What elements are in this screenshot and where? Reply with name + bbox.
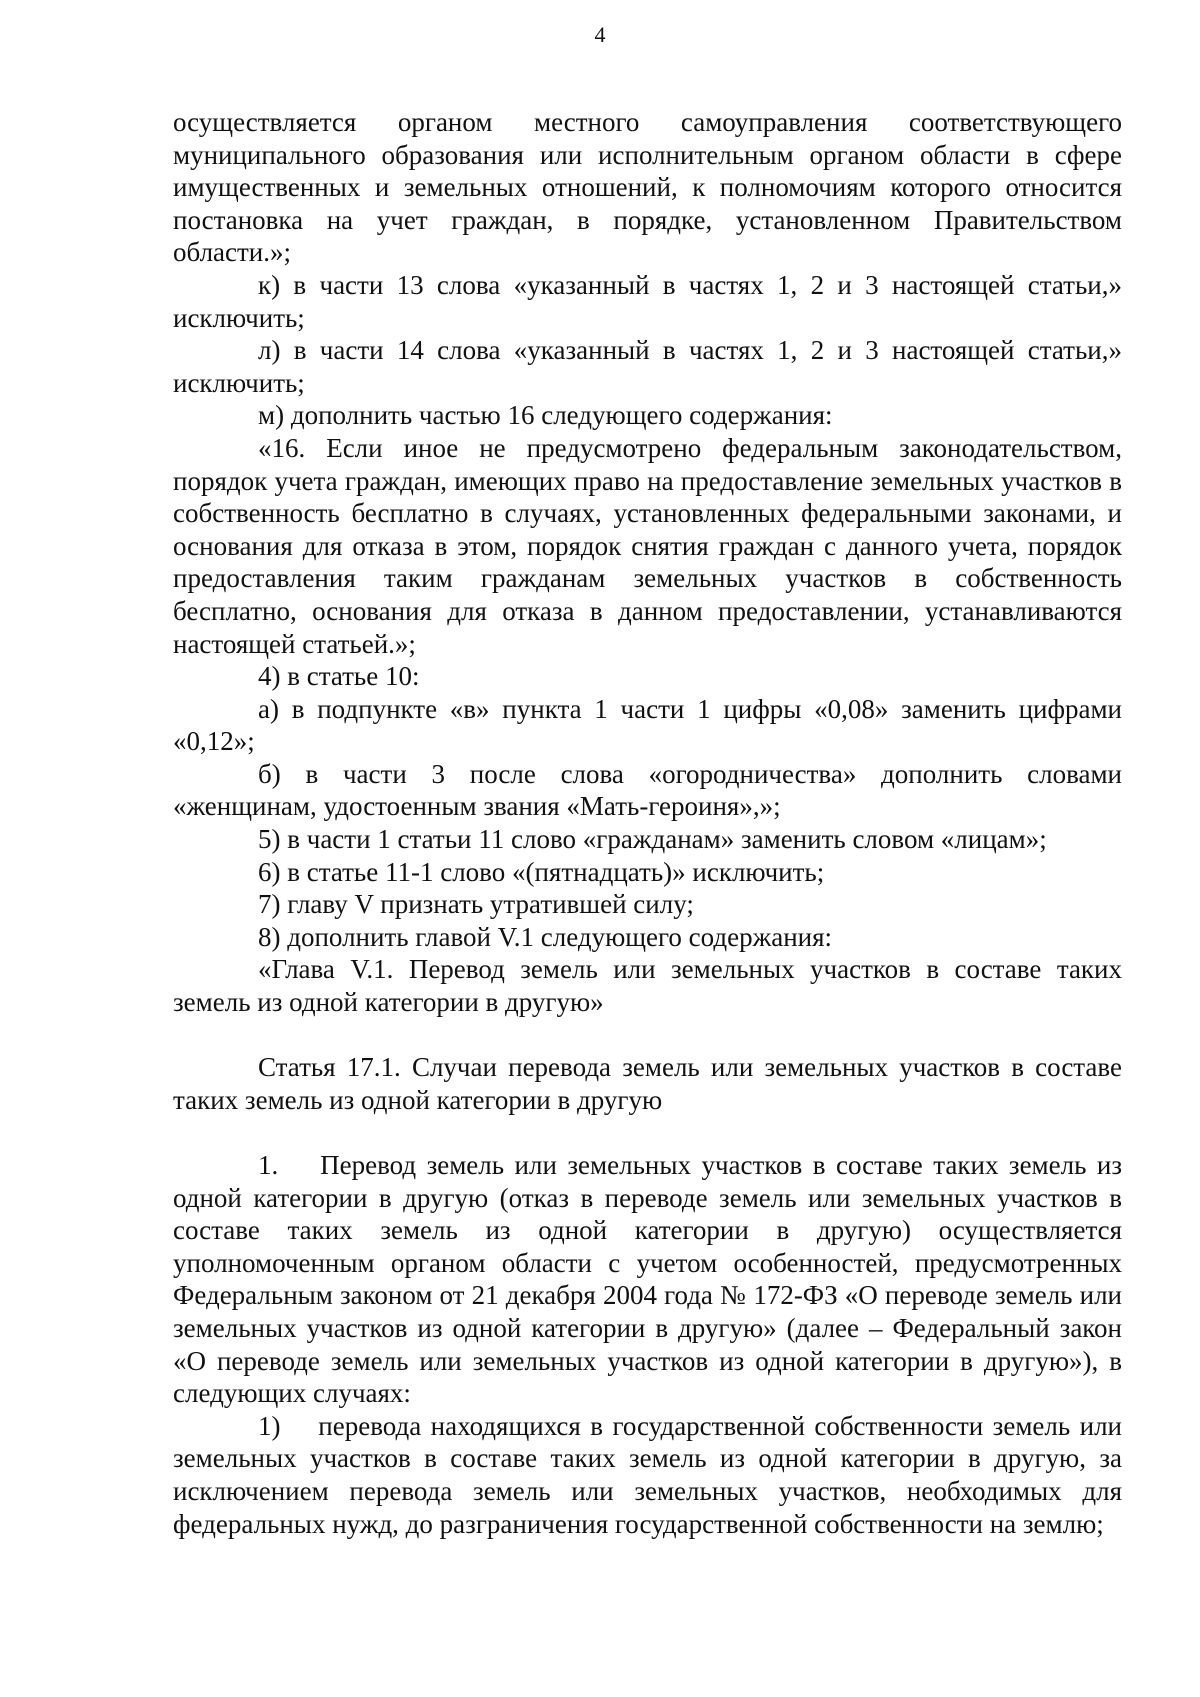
paragraph-part-16: «16. Если иное не предусмотрено федеральным законодательством, порядок учета граждан, имеющих право на предоставление земельных участков в собственность бесплатно в случаях, установленных федеральными законами, и основания для отказа в этом, порядок снятия граждан с данного учета, порядок предоставления таким гражданам земельных участков в собственность бесплатно, основания для отказа в данном предоставлении, устанавливаются настоящей статьей.»; [173,432,1122,659]
spacer [173,1019,1122,1052]
paragraph-continuation: осуществляется органом местного самоуправления соответствующего муниципального образования или исполнительным органом области в сфере имущественных и земельных отношений, к полномочиям которого относится постановка на учет граждан, в порядке, установленном Правительством области.»; [173,107,1122,268]
article-heading: Статья 17.1. Случаи перевода земель или земельных участков в составе таких земель из одной категории в другую [173,1052,1122,1115]
article-subitem-1: 1) перевода находящихся в государственной собственности земель или земельных участков в составе таких земель из одной категории в другую, за исключением перевода земель или земельных участков, необходимых для федеральных нужд, до разграничения государственной собственности на землю; [173,1410,1122,1539]
paragraph-item-m: м) дополнить частью 16 следующего содержания: [258,400,833,431]
paragraph-item-8: 8) дополнить главой V.1 следующего содержания: [258,921,833,952]
chapter-heading: «Глава V.1. Перевод земель или земельных участков в составе таких земель из одной категории в другую» [173,954,1122,1018]
paragraph-item-l: л) в части 14 слова «указанный в частях 1, 2 и 3 настоящей статьи,» исключить; [173,335,1122,398]
paragraph-item-4: 4) в статье 10: [258,661,420,692]
paragraph-item-4a: а) в подпункте «в» пункта 1 части 1 цифры «0,08» заменить цифрами «0,12»; [173,693,1122,757]
paragraph-item-4b: б) в части 3 после слова «огородничества» дополнить словами «женщинам, удостоенным звания «Мать-героиня»,»; [173,758,1122,822]
paragraph-item-6: 6) в статье 11-1 слово «(пятнадцать)» исключить; [258,856,825,887]
article-paragraph-1: 1. Перевод земель или земельных участков в составе таких земель из одной категории в другую (отказ в переводе земель или земельных участков в составе таких земель из одной категории в другую) осуществляется уполномоченным органом области с учетом особенностей, предусмотренных Федеральным законом от 21 декабря 2004 года № 172-ФЗ «О переводе земель или земельных участков из одной категории в другую» (далее – Федеральный закон «О переводе земель или земельных участков из одной категории в другую»), в следующих случаях: [173,1150,1122,1409]
paragraph-item-5: 5) в части 1 статьи 11 слово «гражданам» заменить словом «лицам»; [258,824,1047,855]
paragraph-item-k: к) в части 13 слова «указанный в частях 1, 2 и 3 настоящей статьи,» исключить; [173,269,1122,333]
document-body [173,106,1122,1540]
page-number: 4 [594,22,606,47]
paragraph-item-7: 7) главу V признать утратившей силу; [258,889,694,920]
spacer [173,1116,1122,1149]
